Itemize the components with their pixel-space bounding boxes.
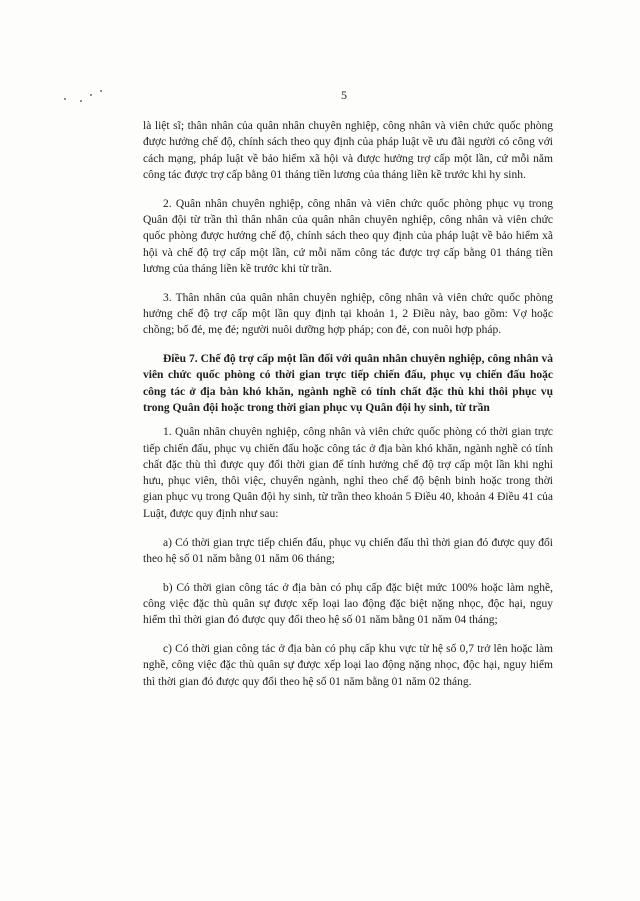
- article-heading: Điều 7. Chế độ trợ cấp một lần đối với quân nhân chuyên nghiệp, công nhân và viên chức quốc phòng có thời gian trực tiếp chiến đấu, phục vụ chiến đấu hoặc công tác ở địa bàn khó khăn, ngành nghề có tính chất đặc thù khi thôi phục vụ trong Quân đội hoặc trong thời gian phục vụ Quân đội hy sinh, từ trần: [143, 353, 553, 414]
- paragraph: 1. Quân nhân chuyên nghiệp, công nhân và viên chức quốc phòng có thời gian trực tiếp chiến đấu, phục vụ chiến đấu hoặc công tác ở địa bàn khó khăn, ngành nghề có tính chất đặc thù thì được quy đổi thời gian để tính hưởng chế độ trợ cấp một lần khi nghỉ hưu, phục viên, thôi việc, chuyển ngành, nghỉ theo chế độ bệnh binh hoặc trong thời gian phục vụ trong Quân đội hy sinh, từ trần theo khoản 5 Điều 40, khoản 4 Điều 41 của Luật, được quy định như sau:: [143, 426, 553, 520]
- document-body: [143, 118, 553, 702]
- paragraph: là liệt sĩ; thân nhân của quân nhân chuyên nghiệp, công nhân và viên chức quốc phòng được hưởng chế độ, chính sách theo quy định của pháp luật về ưu đãi người có công với cách mạng, pháp luật về bảo hiểm xã hội và được hưởng trợ cấp một lần, cứ mỗi năm công tác được trợ cấp bằng 01 tháng tiền lương của tháng liền kề trước khi hy sinh.: [143, 120, 553, 181]
- paragraph: c) Có thời gian công tác ở địa bàn có phụ cấp khu vực từ hệ số 0,7 trở lên hoặc làm nghề, công việc đặc thù quân sự được xếp loại lao động nặng nhọc, độc hại, nguy hiểm thì thời gian đó được quy đổi theo hệ số 01 năm bằng 01 năm 02 tháng.: [143, 643, 553, 688]
- page-number: 5: [341, 88, 347, 102]
- paragraph: b) Có thời gian công tác ở địa bàn có phụ cấp đặc biệt mức 100% hoặc làm nghề, công việc đặc thù quân sự được xếp loại lao động đặc biệt nặng nhọc, độc hại, nguy hiểm thì thời gian đó được quy đổi theo hệ số 01 năm bằng 01 năm 04 tháng;: [143, 581, 553, 627]
- paragraph: 2. Quân nhân chuyên nghiệp, công nhân và viên chức quốc phòng phục vụ trong Quân đội từ trần thì thân nhân của quân nhân chuyên nghiệp, công nhân và viên chức quốc phòng được hưởng chế độ, chính sách theo quy định của pháp luật về bảo hiểm xã hội và chế độ trợ cấp một lần, cứ mỗi năm công tác được trợ cấp bằng 01 tháng tiền lương của tháng liền kề trước khi từ trần.: [143, 197, 553, 275]
- paragraph: a) Có thời gian trực tiếp chiến đấu, phục vụ chiến đấu thì thời gian đó được quy đổi theo hệ số 01 năm bằng 01 năm 06 tháng;: [143, 536, 553, 565]
- paragraph: 3. Thân nhân của quân nhân chuyên nghiệp, công nhân và viên chức quốc phòng hưởng chế độ trợ cấp một lần quy định tại khoản 1, 2 Điều này, bao gồm: Vợ hoặc chồng; bố đẻ, mẹ đẻ; người nuôi dưỡng hợp pháp; con đẻ, con nuôi hợp pháp.: [143, 291, 553, 337]
